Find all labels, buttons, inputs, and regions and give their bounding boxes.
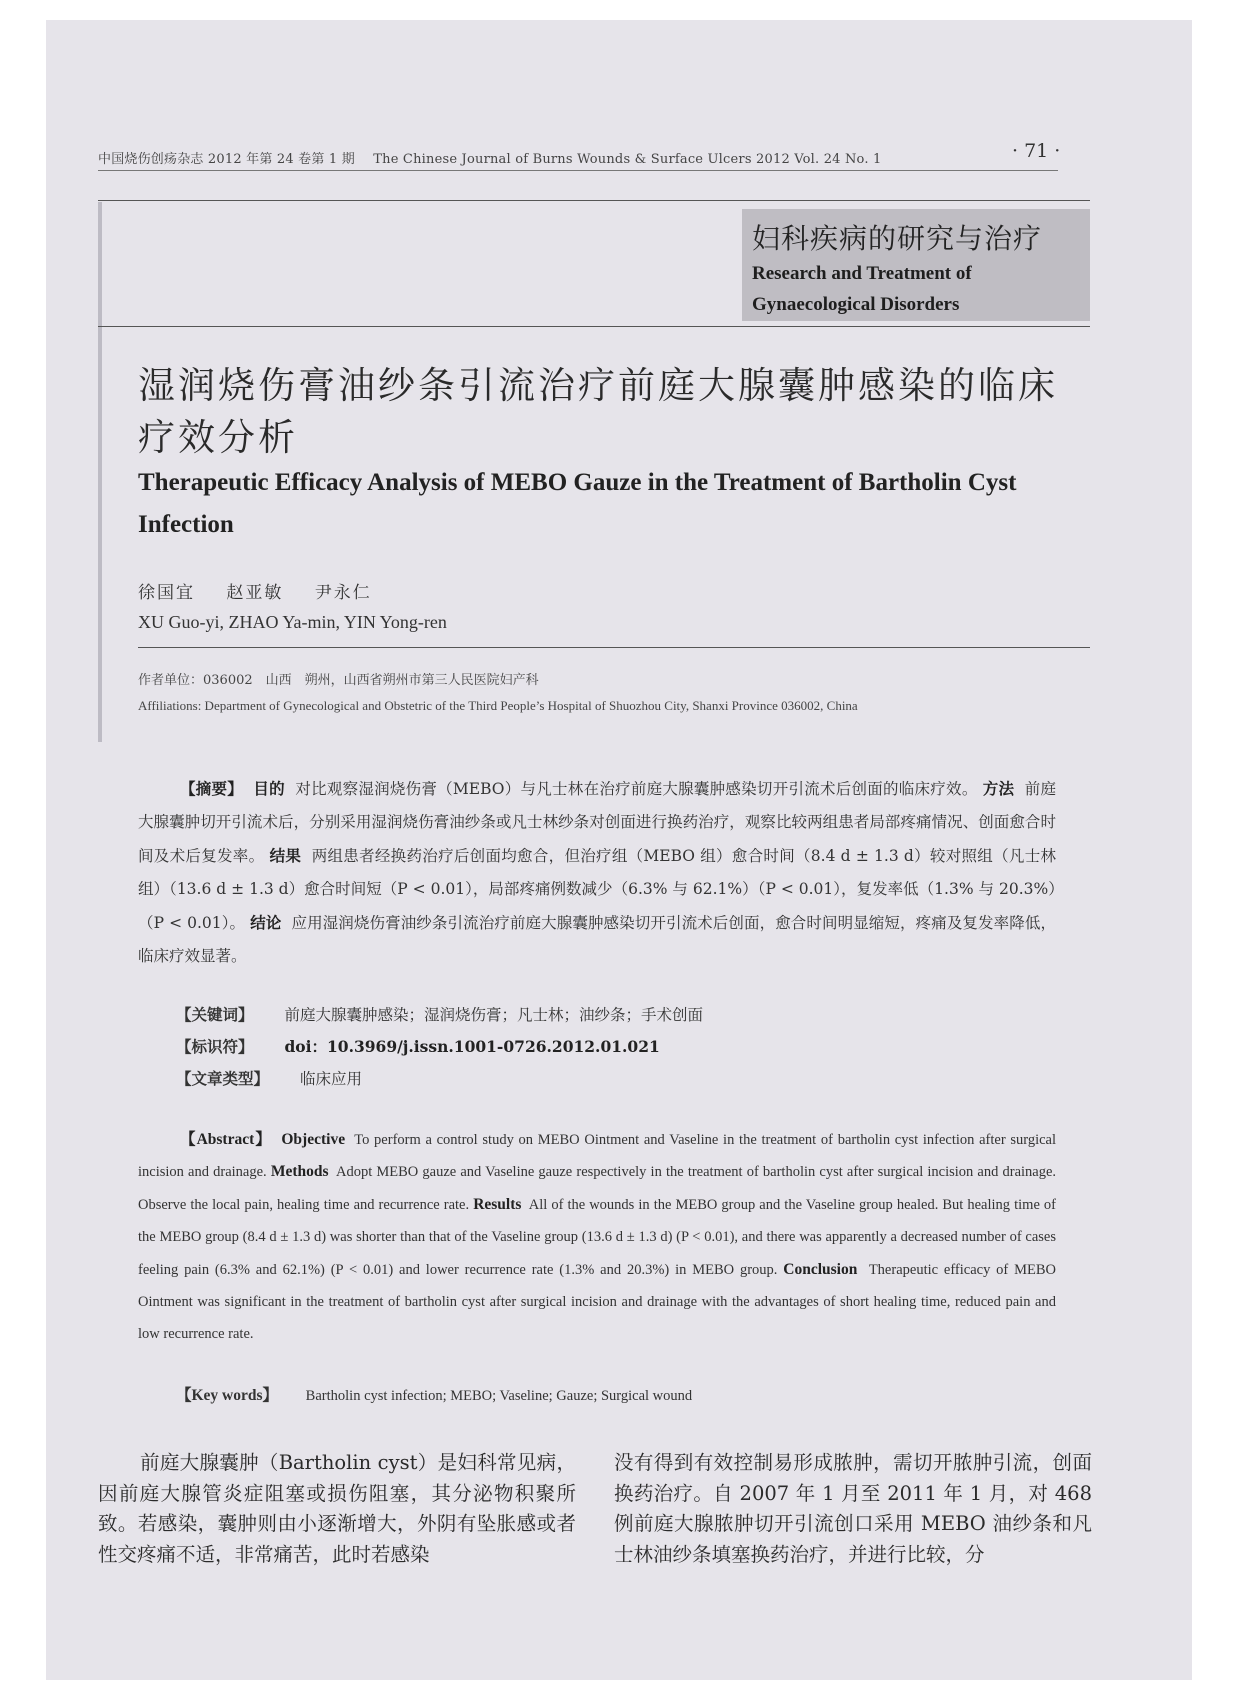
abstract-en-label: 【Abstract】 [180, 1131, 272, 1148]
article-type-value: 临床应用 [299, 1070, 362, 1088]
doi-value: doi：10.3969/j.issn.1001-0726.2012.01.021 [284, 1037, 660, 1056]
abstract-cn-label: 【摘要】 [180, 779, 244, 798]
methods-label-cn: 方法 [982, 779, 1015, 798]
decorative-left-bar [98, 202, 102, 742]
results-label-en: Results [473, 1195, 522, 1213]
authors-cn [138, 578, 396, 603]
article-title-en: Therapeutic Efficacy Analysis of MEBO Gauze in the Treatment of Bartholin Cyst Infection [138, 469, 1017, 538]
journal-name-cn: 中国烧伤创疡杂志 2012 年第 24 卷第 1 期 [98, 152, 355, 167]
doi-label: 【标识符】 [176, 1037, 254, 1056]
keywords-en [176, 1383, 692, 1405]
results-text-en: All of the wounds in the MEBO group and the Vaseline group healed. But healing time of the MEBO group (8.4 d ± 1.3 d) was shorter than that of the Vaseline group (13.6 d ± 1.3 d) (P < 0.01), and there was apparently a decreased number of cases feeling pain (6.3% and 62.1%) (P < 0.01) and lower recurrence rate (1.3% and 20.3%) in MEBO group. [138, 1196, 1057, 1278]
keywords-text-cn: 前庭大腺囊肿感染；湿润烧伤膏；凡士林；油纱条；手术创面 [284, 1006, 703, 1024]
affiliation-en: Affiliations: Department of Gynecological and Obstetric of the Third People’s Hospital of Shuozhou City, Shanxi Province 036002, China [138, 698, 858, 713]
objective-text-en: To perform a control study on MEBO Ointment and Vaseline in the treatment of bartholin cyst infection after surgical incision and drainage. [138, 1132, 1056, 1181]
abstract-cn [138, 772, 1056, 973]
top-rule [98, 200, 1090, 201]
article-type-line [176, 1067, 362, 1089]
abstract-en [138, 1124, 1056, 1351]
section-rule [98, 326, 1090, 327]
author-2: 赵亚敏 [226, 583, 284, 603]
page-number: · 71 · [1012, 140, 1061, 162]
conclusion-text-cn: 应用湿润烧伤膏油纱条引流治疗前庭大腺囊肿感染切开引流术后创面，愈合时间明显缩短，疼痛及复发率降低，临床疗效显著。 [138, 914, 1056, 965]
article-type-label: 【文章类型】 [176, 1069, 270, 1088]
objective-text-cn: 对比观察湿润烧伤膏（MEBO）与凡士林在治疗前庭大腺囊肿感染切开引流术后创面的临床疗效。 [295, 780, 978, 798]
author-rule [138, 647, 1090, 648]
journal-name-en: The Chinese Journal of Burns Wounds & Surface Ulcers 2012 Vol. 24 No. 1 [373, 152, 882, 167]
keywords-cn [176, 1003, 703, 1025]
doi-line [176, 1035, 660, 1057]
author-1: 徐国宜 [138, 583, 195, 603]
methods-label-en: Methods [270, 1163, 329, 1181]
body-column-left: 前庭大腺囊肿（Bartholin cyst）是妇科常见病，因前庭大腺管炎症阻塞或损伤阻塞，其分泌物积聚所致。若感染，囊肿则由小逐渐增大，外阴有坠胀感或者性交疼痛不适，非常痛苦，此时若感染 [98, 1451, 576, 1566]
section-title-en: Research and Treatment of Gynaecological Disorders [752, 263, 972, 315]
objective-label-en: Objective [281, 1131, 346, 1148]
running-header [98, 148, 1058, 171]
keywords-label-en: 【Key words】 [176, 1387, 279, 1404]
conclusion-label-en: Conclusion [783, 1260, 858, 1278]
authors-en: XU Guo-yi, ZHAO Ya-min, YIN Yong-ren [138, 612, 447, 632]
conclusion-text-en: Therapeutic efficacy of MEBO Ointment was significant in the treatment of bartholin cyst after surgical incision and drainage with the advantages of short healing time, reduced pain and low recurrence rate. [138, 1261, 1057, 1343]
objective-label-cn: 目的 [253, 779, 285, 798]
keywords-label-cn: 【关键词】 [176, 1005, 254, 1024]
article-title-cn: 湿润烧伤膏油纱条引流治疗前庭大腺囊肿感染的临床疗效分析 [138, 364, 1058, 459]
author-3: 尹永仁 [314, 583, 372, 603]
conclusion-label-cn: 结论 [250, 913, 282, 932]
keywords-text-en: Bartholin cyst infection; MEBO; Vaseline; Gauze; Surgical wound [305, 1388, 693, 1404]
results-text-cn: 两组患者经换药治疗后创面均愈合，但治疗组（MEBO 组）愈合时间（8.4 d ± 1.3 d）较对照组（凡士林组）（13.6 d ± 1.3 d）愈合时间短（P < 0.01），局部疼痛例数减少（6.3% 与 62.1%）（P < 0.01），复发率低（1.3% 与 20.3%）（P < 0.01）。 [138, 847, 1056, 932]
body-column-right: 没有得到有效控制易形成脓肿，需切开脓肿引流，创面换药治疗。自 2007 年 1 月至 2011 年 1 月，对 468 例前庭大腺脓肿切开引流创口采用 MEBO 油纱条和凡士林油纱条填塞换药治疗，并进行比较，分 [614, 1451, 1092, 1566]
methods-text-en: Adopt MEBO gauze and Vaseline gauze respectively in the treatment of bartholin cyst after surgical incision and drainage. Observe the local pain, healing time and recurrence rate. [138, 1164, 1057, 1213]
section-title-cn: 妇科疾病的研究与治疗 [752, 222, 1043, 255]
section-banner [742, 209, 1090, 321]
affiliation-cn: 作者单位：036002 山西 朔州，山西省朔州市第三人民医院妇产科 [138, 673, 539, 688]
methods-text-cn: 前庭大腺囊肿切开引流术后，分别采用湿润烧伤膏油纱条或凡士林纱条对创面进行换药治疗，观察比较两组患者局部疼痛情况、创面愈合时间及术后复发率。 [138, 780, 1056, 865]
results-label-cn: 结果 [269, 846, 302, 865]
